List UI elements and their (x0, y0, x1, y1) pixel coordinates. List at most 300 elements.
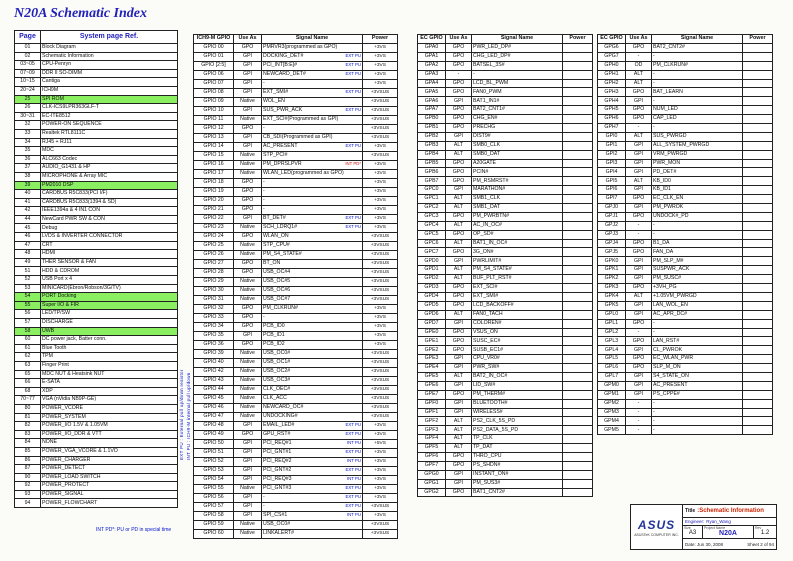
cell-g: GPG2 (418, 488, 446, 497)
cell-s: PS_SHDN# (472, 461, 563, 470)
table-row (598, 115, 773, 124)
cell-g: GPB7 (418, 177, 446, 186)
cell-s: VRM_PWRGD (652, 150, 743, 159)
cell-u: GPO (234, 323, 262, 332)
table-row (418, 390, 593, 399)
cell-ref: Schematic Information (41, 52, 178, 61)
cell-u: GPI (446, 479, 472, 488)
cell-u: Native (234, 359, 262, 368)
table-row (418, 346, 593, 355)
table-row (418, 221, 593, 230)
cell-p: +3VSUS (363, 116, 398, 125)
table-row (194, 359, 398, 368)
col-header-power: Power (363, 35, 398, 44)
cell-s: LID_SW# (472, 381, 563, 390)
cell-g: GPIO 11 (194, 116, 234, 125)
table-row (15, 138, 178, 147)
cell-ref: DC power jack, Batter conn. (41, 336, 178, 345)
cell-p (743, 186, 773, 195)
table-row (15, 181, 178, 190)
cell-ref: POWER_SIGNAL (41, 490, 178, 499)
table-row (418, 204, 593, 213)
cell-p: +3VS (363, 170, 398, 179)
cell-u: GPI (234, 494, 262, 503)
cell-s: PWRLIMIT# (472, 257, 563, 266)
cell-s: PCI_REQ#2 INT PU (262, 458, 363, 467)
cell-u: GPO (446, 461, 472, 470)
table-row (598, 141, 773, 150)
cell-p (563, 106, 593, 115)
table-row (194, 323, 398, 332)
pull-note: EXT PU (345, 89, 361, 95)
cell-p (563, 248, 593, 257)
cell-g: GPM3 (598, 408, 626, 417)
cell-p (563, 150, 593, 159)
cell-s: UNDOCKING# (262, 413, 363, 422)
cell-g: GPIO 28 (194, 269, 234, 278)
cell-s: - (262, 179, 363, 188)
bottom-note-int-pd: INT PD*: PU or PD in special time (96, 527, 172, 533)
table-row (15, 404, 178, 413)
cell-s: B1_DA (652, 239, 743, 248)
cell-u: GPO (234, 314, 262, 323)
cell-u: GPO (234, 44, 262, 53)
table-row (598, 426, 773, 435)
cell-s: LAN_WOL_EN (652, 301, 743, 310)
table-row (194, 341, 398, 350)
table-row (15, 112, 178, 121)
cell-s: BT_DET# EXT PU (262, 215, 363, 224)
pull-note: EXT PU (345, 467, 361, 473)
table-row (194, 161, 398, 170)
cell-p: +3VS (363, 512, 398, 521)
pull-note: EXT PU (345, 53, 361, 59)
cell-p: +3VS (363, 422, 398, 431)
table-row (418, 97, 593, 106)
cell-s: DOCKING_DET# EXT PU (262, 53, 363, 62)
cell-ref: THER SENSOR & FAN (41, 258, 178, 267)
cell-u: GPO (626, 88, 652, 97)
table-row (418, 159, 593, 168)
cell-p: +3VSUS (363, 413, 398, 422)
cell-s: PCB_ID2 (262, 341, 363, 350)
cell-s: PCIN# (472, 168, 563, 177)
col-header-signal-name: Signal Name (652, 35, 743, 44)
cell-page: 44 (15, 215, 41, 224)
cell-u: GPO (234, 197, 262, 206)
cell-s: USB_OC#4 (262, 269, 363, 278)
table-row (598, 168, 773, 177)
cell-ref: CLK-ICS9LPR363GLF-T (41, 104, 178, 113)
cell-page: 63 (15, 361, 41, 370)
cell-p (563, 435, 593, 444)
cell-s: BT_ON (262, 260, 363, 269)
table-row (194, 305, 398, 314)
cell-g: GPL7 (598, 372, 626, 381)
cell-s: WOL_EN (262, 98, 363, 107)
table-row (194, 278, 398, 287)
cell-u: GPI (626, 97, 652, 106)
table-row (598, 390, 773, 399)
cell-s: - (652, 417, 743, 426)
cell-page: 55 (15, 301, 41, 310)
cell-ref: MDC NUT & Heatsink NUT (41, 370, 178, 379)
cell-s: PM_CLKRUN# (652, 61, 743, 70)
table-row (194, 458, 398, 467)
cell-u: GPI (626, 346, 652, 355)
cell-g: GPIO 57 (194, 503, 234, 512)
cell-g: GPIO 30 (194, 287, 234, 296)
cell-page: 66 (15, 379, 41, 388)
cell-g: GPIO 54 (194, 476, 234, 485)
cell-ref: E-SATA (41, 379, 178, 388)
cell-p (563, 88, 593, 97)
col-header-use-as: Use As (446, 35, 472, 44)
cell-u: GPO (446, 248, 472, 257)
cell-u: ALT (446, 444, 472, 453)
cell-p: +3VS (363, 476, 398, 485)
cell-p: +3VS (363, 323, 398, 332)
cell-g: GPD1 (418, 266, 446, 275)
cell-s: PM_DPRSLPVR INT PD* (262, 161, 363, 170)
cell-s: USB_OC3# (262, 377, 363, 386)
cell-s: - (652, 328, 743, 337)
table-row (418, 141, 593, 150)
cell-s: SUSB_EC1# (472, 346, 563, 355)
asus-logo: ASUS (637, 517, 676, 532)
cell-page: 34 (15, 138, 41, 147)
table-row (598, 301, 773, 310)
cell-g: GPE0 (418, 328, 446, 337)
cell-s: PM_SUS3# (472, 479, 563, 488)
table-row (598, 195, 773, 204)
cell-g: GPIO 53 (194, 467, 234, 476)
cell-p (743, 301, 773, 310)
cell-g: GPI1 (598, 141, 626, 150)
cell-u: GPO (446, 230, 472, 239)
table-row (418, 284, 593, 293)
cell-p (563, 319, 593, 328)
table-row (194, 152, 398, 161)
cell-s: A20GATE (472, 159, 563, 168)
cell-u: OD (626, 61, 652, 70)
table-row (598, 132, 773, 141)
cell-g: GPIO 09 (194, 98, 234, 107)
cell-g: GPH4 (598, 97, 626, 106)
table-row (598, 61, 773, 70)
cell-ref: POWER-ON SEQUENCE (41, 121, 178, 130)
cell-ref: CPU-Penryn (41, 61, 178, 70)
cell-s: UNDOCK#_PD (652, 212, 743, 221)
cell-p: +3VS (363, 62, 398, 71)
cell-page: 37 (15, 164, 41, 173)
rev-label: Rev (755, 526, 762, 530)
cell-s: EC_WLAN_PWR (652, 355, 743, 364)
cell-s: PCI_GNT#2 EXT PU (262, 467, 363, 476)
cell-g: GPI4 (598, 168, 626, 177)
cell-s: PM_RSMRST# (472, 177, 563, 186)
pull-note: INT PU (346, 440, 361, 446)
cell-p: +3VSUS (363, 134, 398, 143)
cell-s: PCB_ID1 (262, 332, 363, 341)
cell-p (563, 461, 593, 470)
cell-p (563, 52, 593, 61)
table-row (598, 319, 773, 328)
cell-p: +3VS (363, 458, 398, 467)
cell-s: VSUS_ON (472, 328, 563, 337)
cell-p (563, 186, 593, 195)
cell-g: GPJ4 (598, 239, 626, 248)
cell-u: ALT (446, 435, 472, 444)
cell-g: GPM4 (598, 417, 626, 426)
vertical-note-ext-pu: EXT PU : External pull up/down resistor (179, 369, 184, 460)
cell-u: - (626, 221, 652, 230)
cell-p: +3VS (363, 188, 398, 197)
cell-g: GPIO 43 (194, 377, 234, 386)
col-header-ec-gpio: EC GPIO (418, 35, 446, 44)
cell-g: GPC1 (418, 195, 446, 204)
cell-page: 35 (15, 147, 41, 156)
table-row (598, 364, 773, 373)
cell-g: GPA2 (418, 61, 446, 70)
cell-p (743, 97, 773, 106)
cell-s: - (262, 197, 363, 206)
cell-p (563, 337, 593, 346)
cell-s: CAP_LED (652, 115, 743, 124)
cell-ref: Realtek RTL8111C (41, 129, 178, 138)
cell-u: Native (234, 485, 262, 494)
table-row (15, 336, 178, 345)
cell-g: GPIO 29 (194, 278, 234, 287)
cell-g: GPIO 08 (194, 89, 234, 98)
cell-g: GPA6 (418, 97, 446, 106)
cell-u: GPO (626, 212, 652, 221)
table-row (15, 379, 178, 388)
table-row (15, 69, 178, 78)
cell-page: 52 (15, 276, 41, 285)
cell-p (563, 239, 593, 248)
cell-u: GPI (234, 53, 262, 62)
cell-g: GPE2 (418, 346, 446, 355)
cell-u: GPI (234, 449, 262, 458)
cell-u: - (626, 230, 652, 239)
cell-page: 33 (15, 129, 41, 138)
cell-p: +3VS (363, 314, 398, 323)
cell-u: - (626, 399, 652, 408)
table-row (194, 503, 398, 512)
cell-g: GPH3 (598, 88, 626, 97)
table-row (418, 79, 593, 88)
cell-p (743, 292, 773, 301)
cell-s: PMRVR3(programmed as GPO) (262, 44, 363, 53)
cell-s: CLK_ACC (262, 395, 363, 404)
table-row (418, 310, 593, 319)
cell-g: GPIO 07 (194, 80, 234, 89)
cell-g: GPJ2 (598, 221, 626, 230)
cell-s: PS2_DATA_5S_PD (472, 426, 563, 435)
cell-g: GPIO 35 (194, 332, 234, 341)
cell-s: SLP_M_ON (652, 364, 743, 373)
cell-u: GPO (234, 125, 262, 134)
cell-ref: POWER_CHARGER (41, 456, 178, 465)
cell-p: +3VSUS (363, 350, 398, 359)
cell-s: PWR_MON (652, 159, 743, 168)
cell-p (563, 408, 593, 417)
cell-u: ALT (626, 292, 652, 301)
cell-page: 85 (15, 447, 41, 456)
cell-p (743, 417, 773, 426)
cell-u: GPI (446, 355, 472, 364)
engineer-row (683, 518, 776, 526)
cell-g: GPIO 42 (194, 368, 234, 377)
table-row (418, 292, 593, 301)
col-header-signal-name: Signal Name (262, 35, 363, 44)
cell-g: GPF5 (418, 444, 446, 453)
cell-u: ALT (446, 141, 472, 150)
cell-s: SUS_PWR_ACK EXT PU (262, 107, 363, 116)
cell-g: GPI2 (598, 150, 626, 159)
cell-u: GPI (626, 159, 652, 168)
table-row (15, 293, 178, 302)
cell-u: GPO (446, 452, 472, 461)
table-row (194, 98, 398, 107)
cell-p: +3VSUS (363, 89, 398, 98)
cell-ref: POWER_VGA_VCORE & 1.1VO (41, 447, 178, 456)
cell-s: BAT1_IN_OC# (472, 239, 563, 248)
cell-u: GPO (446, 337, 472, 346)
table-row (418, 106, 593, 115)
cell-u: ALT (446, 275, 472, 284)
cell-p (743, 346, 773, 355)
cell-p (743, 310, 773, 319)
pull-note: EXT PU (345, 215, 361, 221)
cell-g: GPD0 (418, 257, 446, 266)
cell-u: ALT (446, 417, 472, 426)
cell-g: GPM1 (598, 390, 626, 399)
cell-p (563, 390, 593, 399)
cell-p (743, 124, 773, 133)
cell-page: 68 (15, 387, 41, 396)
table-row (194, 332, 398, 341)
cell-u: GPO (446, 488, 472, 497)
cell-p (743, 390, 773, 399)
cell-u: GPI (234, 62, 262, 71)
cell-g: GPE5 (418, 372, 446, 381)
cell-s: PM_SLP_M# (652, 257, 743, 266)
cell-g: GPB6 (418, 168, 446, 177)
cell-s: TP_CLK (472, 435, 563, 444)
cell-page: 84 (15, 439, 41, 448)
table-row (194, 431, 398, 440)
pull-note: INT PU (346, 458, 361, 464)
table-row (15, 327, 178, 336)
cell-p (743, 239, 773, 248)
table-row (598, 150, 773, 159)
cell-ref: HDD & CDROM (41, 267, 178, 276)
cell-g: GPF1 (418, 408, 446, 417)
cell-p (743, 319, 773, 328)
cell-u: GPI (626, 168, 652, 177)
cell-g: GPD4 (418, 292, 446, 301)
cell-s: PWR_LED_DP# (472, 44, 563, 53)
table-row (598, 230, 773, 239)
cell-u: ALT (446, 239, 472, 248)
cell-ref: POWER_I/O_DDR & VTT (41, 430, 178, 439)
sheet-value: 2 of 94 (760, 541, 774, 547)
cell-u: Native (234, 161, 262, 170)
cell-u: GPO (446, 212, 472, 221)
table-row (15, 258, 178, 267)
cell-s: WLAN_ON (262, 233, 363, 242)
cell-u: GPI (446, 364, 472, 373)
table-row (15, 473, 178, 482)
cell-p: +3VS (363, 332, 398, 341)
cell-u: GPI (446, 186, 472, 195)
cell-s: PCI_REQ#1 INT PU (262, 440, 363, 449)
cell-u: GPO (626, 44, 652, 53)
cell-p (563, 177, 593, 186)
cell-u: GPI (234, 467, 262, 476)
cell-p (563, 364, 593, 373)
table-row (418, 257, 593, 266)
cell-page: 10~15 (15, 78, 41, 87)
table-row (194, 467, 398, 476)
cell-s: PCI_GNT#3 EXT PU (262, 485, 363, 494)
table-header-row (194, 35, 398, 44)
cell-g: GPC7 (418, 248, 446, 257)
cell-u: Native (234, 350, 262, 359)
cell-page: 80 (15, 404, 41, 413)
cell-p (743, 177, 773, 186)
cell-s: PD_DET# (652, 168, 743, 177)
cell-g: GPIO 50 (194, 440, 234, 449)
cell-u: GPI (446, 470, 472, 479)
cell-s: LCD_BL_PWM (472, 79, 563, 88)
table-row (15, 447, 178, 456)
cell-u: GPI (446, 257, 472, 266)
cell-ref: Debug (41, 224, 178, 233)
cell-p (563, 479, 593, 488)
cell-p: +3VSUS (363, 278, 398, 287)
table-row (194, 395, 398, 404)
table-row (194, 179, 398, 188)
table-row (598, 248, 773, 257)
cell-u: GPO (234, 233, 262, 242)
cell-g: GPI7 (598, 195, 626, 204)
engineer-label: Engineer: (685, 519, 705, 524)
table-row (194, 116, 398, 125)
cell-ref: MINICARD(Ebron/Robson/3G/TV) (41, 284, 178, 293)
cell-p: +3VSUS (363, 152, 398, 161)
cell-u: GPO (234, 179, 262, 188)
cell-ref: POWER_PROTECT (41, 482, 178, 491)
cell-p: +3VSUS (363, 287, 398, 296)
cell-s: SMB1_CLK (472, 195, 563, 204)
cell-p (563, 399, 593, 408)
project-value: N20A (719, 530, 737, 537)
table-row (15, 353, 178, 362)
cell-ref: IEEE1394a & 4 IN1 CON (41, 207, 178, 216)
table-row (194, 449, 398, 458)
cell-g: GPG0 (418, 470, 446, 479)
table-row (15, 52, 178, 61)
cell-s: INSTANT_ON# (472, 470, 563, 479)
cell-page: 56 (15, 310, 41, 319)
cell-page: 86 (15, 456, 41, 465)
table-row (15, 490, 178, 499)
cell-p (743, 150, 773, 159)
cell-u: GPI (626, 301, 652, 310)
